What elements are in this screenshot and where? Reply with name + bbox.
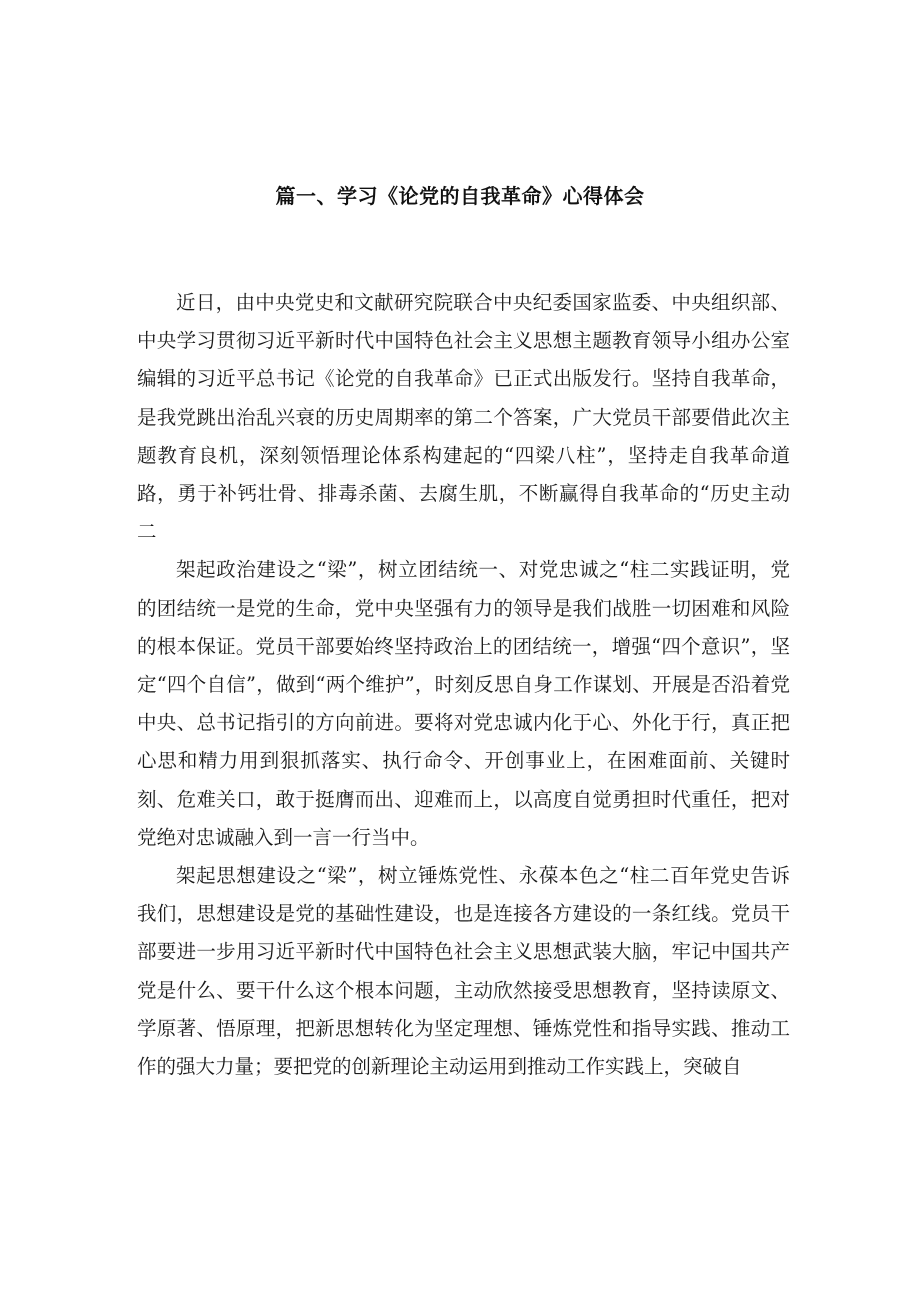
paragraph-3: 架起思想建设之“梁”，树立锤炼党性、永葆本色之“柱二百年党史告诉我们，思想建设是党的基础性建设，也是连接各方建设的一条红线。党员干部要进一步用习近平新时代中国特色社会主义思想武装大脑，牢记中国共产党是什么、要干什么这个根本问题，主动欣然接受思想教育，坚持读原文、学原著、悟原理，把新思想转化为坚定理想、锤炼党性和指导实践、推动工作的强大力量；要把党的创新理论主动运用到推动工作实践上，突破自 xyxy=(137,864,790,1079)
document-body xyxy=(137,284,790,1086)
paragraph-1: 近日，由中央党史和文献研究院联合中央纪委国家监委、中央组织部、中央学习贯彻习近平新时代中国特色社会主义思想主题教育领导小组办公室编辑的习近平总书记《论党的自我革命》已正式出版发行。坚持自我革命，是我党跳出治乱兴衰的历史周期率的第二个答案，广大党员干部要借此次主题教育良机，深刻领悟理论体系构建起的“四梁八柱”，坚持走自我革命道路，勇于补钙壮骨、排毒杀菌、去腐生肌，不断赢得自我革命的“历史主动二 xyxy=(137,291,790,544)
document-title: 篇一、学习《论党的自我革命》心得体会 xyxy=(275,184,645,208)
paragraph-2: 架起政治建设之“梁”，树立团结统一、对党忠诚之“柱二实践证明，党的团结统一是党的生命，党中央坚强有力的领导是我们战胜一切困难和风险的根本保证。党员干部要始终坚持政治上的团结统一，增强“四个意识”，坚定“四个自信”，做到“两个维护”，时刻反思自身工作谋划、开展是否沿着党中央、总书记指引的方向前进。要将对党忠诚内化于心、外化于行，真正把心思和精力用到狠抓落实、执行命令、开创事业上，在困难面前、关键时刻、危难关口，敢于挺膺而出、迎难而上，以高度自觉勇担时代重任，把对党绝对忠诚融入到一言一行当中。 xyxy=(137,558,790,849)
